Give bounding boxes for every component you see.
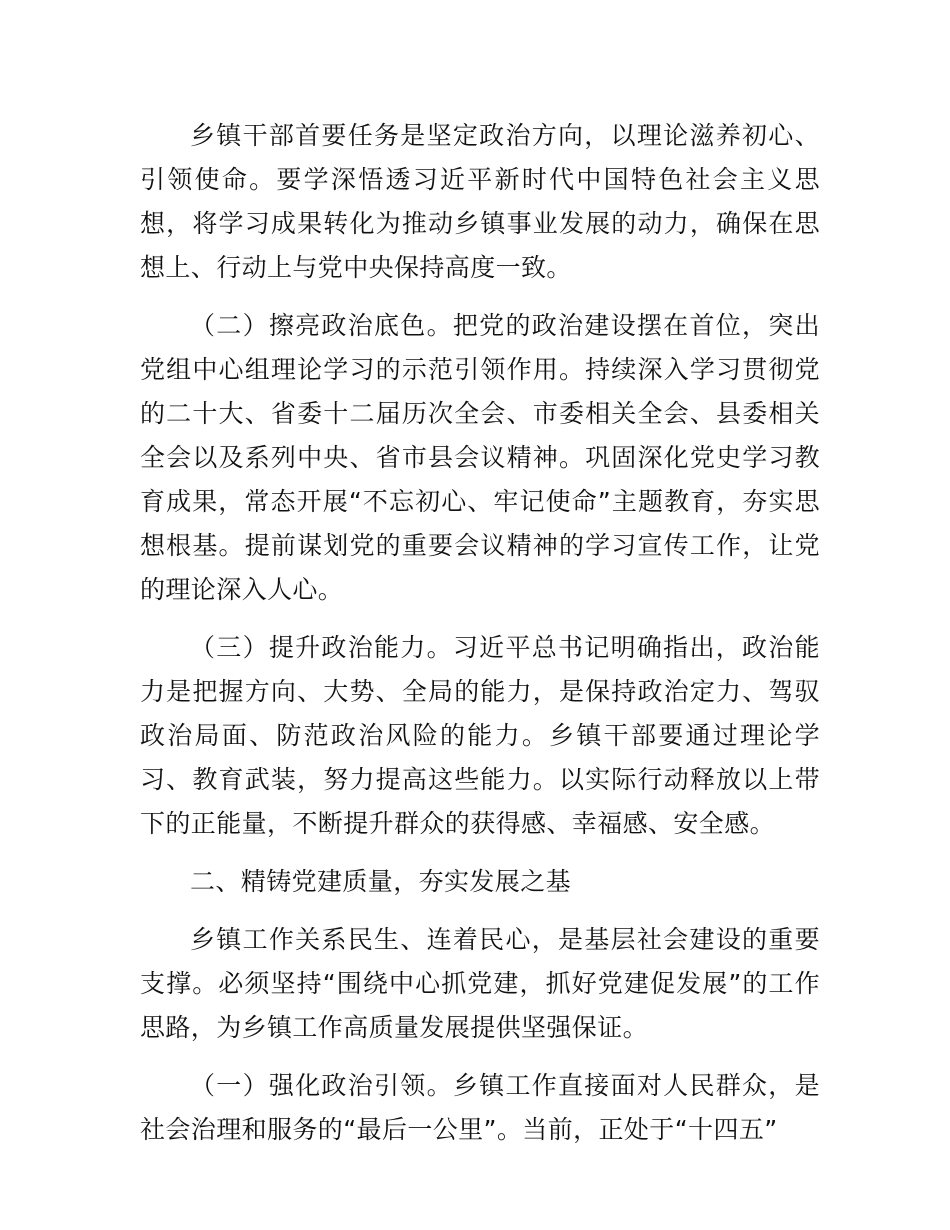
- paragraph-township-work: 乡镇工作关系民生、连着民心，是基层社会建设的重要支撑。必须坚持“围绕中心抓党建，抓好党建促发展”的工作思路，为乡镇工作高质量发展提供坚强保证。: [140, 925, 820, 1042]
- paragraph-political-foundation: （二）擦亮政治底色。把党的政治建设摆在首位，突出党组中心组理论学习的示范引领作用。持续深入学习贯彻党的二十大、省委十二届历次全会、市委相关全会、县委相关全会以及系列中央、省市县会议精神。巩固深化党史学习教育成果，常态开展“不忘初心、牢记使命”主题教育，夯实思想根基。提前谋划党的重要会议精神的学习宣传工作，让党的理论深入人心。: [140, 311, 820, 604]
- section-heading: 二、精铸党建质量，夯实发展之基: [190, 867, 572, 896]
- document-body: [140, 114, 820, 1166]
- paragraph-political-direction: 乡镇干部首要任务是坚定政治方向，以理论滋养初心、引领使命。要学深悟透习近平新时代中国特色社会主义思想，将学习成果转化为推动乡镇事业发展的动力，确保在思想上、行动上与党中央保持高度一致。: [140, 121, 820, 282]
- paragraph-political-ability: （三）提升政治能力。习近平总书记明确指出，政治能力是把握方向、大势、全局的能力，是保持政治定力、驾驭政治局面、防范政治风险的能力。乡镇干部要通过理论学习、教育武装，努力提高这些能力。以实际行动释放以上带下的正能量，不断提升群众的获得感、幸福感、安全感。: [140, 633, 820, 838]
- paragraph-political-leadership: （一）强化政治引领。乡镇工作直接面对人民群众，是社会治理和服务的“最后一公里”。当前，正处于“十四五”: [140, 1071, 820, 1144]
